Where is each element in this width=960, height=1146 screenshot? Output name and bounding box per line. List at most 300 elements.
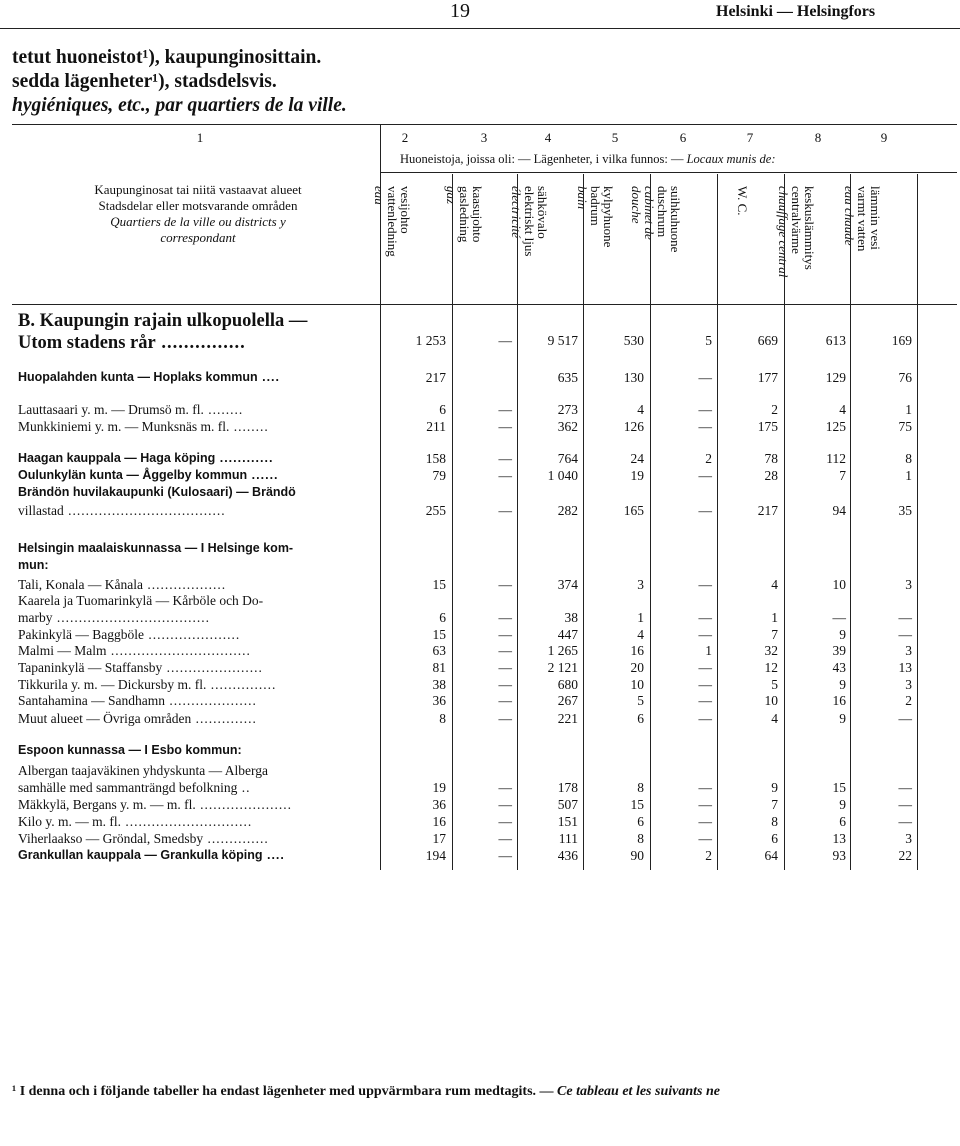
table-cell: 4 [771, 577, 778, 592]
row-label [18, 468, 279, 482]
footnote-text: ¹ I denna och i följande tabeller ha endast lägenheter med uppvärmbara rum medtagits. — [12, 1084, 554, 1099]
table-cell: 178 [557, 780, 578, 795]
table-cell: 129 [825, 370, 846, 385]
row-label [18, 831, 269, 847]
table-cell: — [698, 370, 712, 385]
row-label-text: Brändön huvilakaupunki (Kulosaari) — Brändö [18, 485, 296, 499]
table-cell: 19 [630, 468, 644, 483]
table-cell: 126 [623, 419, 644, 434]
title-line-sv: sedda lägenheter¹), stadsdelsvis. [12, 71, 277, 92]
table-cell: 6 [839, 814, 846, 829]
table-cell: 3 [905, 643, 912, 658]
table-cell: — [898, 780, 912, 795]
column-header-line: kylpyhuone [601, 186, 616, 248]
row-label-text: Oulunkylän kunta — Åggelby kommun [18, 468, 248, 482]
row-label-text: Albergan taajaväkinen yhdyskunta — Alberga [18, 763, 268, 778]
table-cell: 5 [771, 677, 778, 692]
leader-dots: .................... [164, 693, 257, 708]
column-header-line: bain [575, 186, 590, 210]
table-cell: 43 [832, 660, 846, 675]
table-cell: 39 [832, 643, 846, 658]
table-cell: 680 [557, 677, 578, 692]
table-cell: 2 [771, 402, 778, 417]
column-header-line: kaasujohto [470, 186, 485, 243]
table-cell: 81 [432, 660, 446, 675]
column-header-line: varmt vatten [855, 186, 870, 252]
row-label [18, 814, 252, 830]
table-cell: 8 [771, 814, 778, 829]
table-cell: 9 517 [547, 333, 578, 348]
table-cell: 24 [630, 451, 644, 466]
table-cell: 169 [891, 333, 912, 348]
row-label-text: Kaarela ja Tuomarinkylä — Kårböle och Do- [18, 593, 264, 608]
row-label-text: mun: [18, 558, 49, 572]
leader-dots: ..................... [143, 627, 241, 642]
column-number-6: 6 [679, 130, 687, 145]
column-header-4 [509, 186, 577, 306]
leader-dots: ............ [215, 451, 274, 465]
span-header-fr: Locaux munis de: [686, 152, 776, 166]
column-rule [717, 174, 718, 870]
section-b-line2 [18, 332, 307, 354]
table-cell: 217 [757, 503, 778, 518]
row-label-text: Haagan kauppala — Haga köping [18, 451, 216, 465]
table-cell: — [698, 677, 712, 692]
column-header-line: électricité [509, 186, 524, 238]
table-cell: 1 [771, 610, 778, 625]
leader-dots: ............... [206, 677, 277, 692]
table-cell: — [498, 419, 512, 434]
table-cell: 255 [425, 503, 446, 518]
column-header-6 [629, 186, 710, 306]
table-cell: 6 [439, 402, 446, 417]
leader-dots: ........ [203, 402, 244, 417]
row-label-text: Kilo y. m. — m. fl. [18, 814, 121, 829]
column-header-line: badrum [588, 186, 603, 226]
table-cell: 6 [771, 831, 778, 846]
row-label [18, 503, 226, 519]
table-cell: — [498, 780, 512, 795]
table-cell: 3 [905, 677, 912, 692]
table-cell: 2 [705, 451, 712, 466]
column-rule [650, 174, 651, 870]
table-cell: 15 [630, 797, 644, 812]
table-cell: 6 [637, 711, 644, 726]
table-cell: 4 [771, 711, 778, 726]
table-cell: 4 [839, 402, 846, 417]
row-label [18, 419, 269, 435]
table-cell: 94 [832, 503, 846, 518]
table-cell: 4 [637, 402, 644, 417]
table-cell: 669 [757, 333, 778, 348]
leader-dots: .............. [191, 711, 257, 726]
leader-dots: .... [262, 848, 285, 862]
table-cell: 75 [898, 419, 912, 434]
column-number-4: 4 [544, 130, 552, 145]
table-cell: — [498, 627, 512, 642]
column-header-line: chauffage central [776, 186, 791, 278]
row-label-text: Tikkurila y. m. — Dickursby m. fl. [18, 677, 207, 692]
row-label-text: Lauttasaari y. m. — Drumsö m. fl. [18, 402, 204, 417]
table-cell: — [698, 660, 712, 675]
row-label-text: Pakinkylä — Baggböle [18, 627, 144, 642]
table-cell: 362 [557, 419, 578, 434]
column-header-line: vattenledning [385, 186, 400, 257]
table-cell: 267 [557, 693, 578, 708]
table-cell: 36 [432, 797, 446, 812]
table-cell: 1 [905, 402, 912, 417]
row-label [18, 711, 257, 727]
column-header-line: suihkuhuone [668, 186, 683, 253]
table-cell: 211 [426, 419, 446, 434]
table-cell: 3 [905, 577, 912, 592]
table-cell: 4 [637, 627, 644, 642]
table-cell: — [898, 797, 912, 812]
leader-dots: .................................... [63, 503, 226, 518]
span-header-text: Huoneistoja, joissa oli: — Lägenheter, i vilka funnos: — [400, 152, 684, 166]
column-number-8: 8 [814, 130, 822, 145]
table-cell: 764 [557, 451, 578, 466]
row-label-text: samhälle med sammanträngd befolkning [18, 780, 238, 795]
table-cell: 436 [557, 848, 578, 863]
table-cell: — [698, 577, 712, 592]
table-cell: 90 [630, 848, 644, 863]
table-cell: — [498, 610, 512, 625]
row-label [18, 402, 243, 418]
column-header-line: duschrum [655, 186, 670, 238]
table-cell: 10 [630, 677, 644, 692]
row-label-text: Viherlaakso — Gröndal, Smedsby [18, 831, 204, 846]
column-rule [452, 174, 453, 870]
row-label-text: marby [18, 610, 53, 625]
column-header-line: eau chaude [842, 186, 857, 246]
table-cell: — [832, 610, 846, 625]
table-cell: 177 [757, 370, 778, 385]
table-cell: 17 [432, 831, 446, 846]
table-cell: 38 [564, 610, 578, 625]
table-cell: — [498, 677, 512, 692]
row-label-text: Santahamina — Sandhamn [18, 693, 165, 708]
table-cell: 507 [557, 797, 578, 812]
table-cell: 9 [839, 711, 846, 726]
table-cell: 1 265 [547, 643, 578, 658]
table-cell: 63 [432, 643, 446, 658]
table-cell: 15 [432, 577, 446, 592]
table-cell: — [498, 577, 512, 592]
column-header-3 [444, 186, 512, 306]
table-cell: — [498, 643, 512, 658]
section-b-line2-text: Utom stadens rår [18, 333, 156, 353]
group-head-esbo [18, 743, 242, 757]
table-cell: 15 [832, 780, 846, 795]
column-header-line: W. C. [735, 186, 750, 216]
leader-dots: ...... [247, 468, 279, 482]
leader-dots: ........ [229, 419, 269, 434]
table-cell: 221 [557, 711, 578, 726]
table-cell: — [698, 814, 712, 829]
table-cell: 9 [771, 780, 778, 795]
section-b-line1: B. Kaupungin rajain ulkopuolella — [18, 311, 308, 331]
column-number-7: 7 [746, 130, 754, 145]
stub-header [18, 182, 378, 246]
table-cell: 16 [432, 814, 446, 829]
column-number-9: 9 [880, 130, 888, 145]
table-cell: 13 [832, 831, 846, 846]
table-cell: 28 [764, 468, 778, 483]
row-label [18, 780, 250, 796]
table-cell: 1 253 [415, 333, 446, 348]
table-cell: — [498, 402, 512, 417]
table-title [12, 46, 347, 118]
table-cell: 8 [637, 831, 644, 846]
header-bottom-rule [12, 304, 957, 305]
table-cell: 36 [432, 693, 446, 708]
column-header-8 [776, 186, 844, 306]
group-head-hoplax [18, 370, 280, 384]
table-cell: — [698, 797, 712, 812]
table-cell: 447 [557, 627, 578, 642]
column-rule [517, 174, 518, 870]
table-cell: 16 [630, 643, 644, 658]
table-cell: — [498, 333, 512, 348]
table-cell: 6 [637, 814, 644, 829]
table-cell: — [898, 610, 912, 625]
row-label-text: Espoon kunnassa — I Esbo kommun: [18, 743, 242, 757]
table-top-rule [12, 124, 957, 125]
table-cell: — [698, 610, 712, 625]
table-cell: 7 [839, 468, 846, 483]
table-cell: — [498, 848, 512, 863]
leader-dots: ...................... [162, 660, 263, 675]
table-cell: 3 [905, 831, 912, 846]
table-cell: — [698, 693, 712, 708]
table-cell: 1 [905, 468, 912, 483]
table-cell: 273 [557, 402, 578, 417]
table-cell: 2 [905, 693, 912, 708]
table-cell: 35 [898, 503, 912, 518]
column-number-1: 1 [196, 130, 204, 145]
table-cell: 3 [637, 577, 644, 592]
row-label [18, 577, 226, 593]
row-label-text: Mäkkylä, Bergans y. m. — m. fl. [18, 797, 196, 812]
table-cell: 38 [432, 677, 446, 692]
column-header-line: sähkövalo [535, 186, 550, 239]
column-header-line: keskuslämmitys [802, 186, 817, 270]
row-label [18, 677, 276, 693]
table-cell: 16 [832, 693, 846, 708]
table-cell: 374 [557, 577, 578, 592]
row-label [18, 451, 273, 465]
table-cell: — [698, 402, 712, 417]
table-cell: 217 [425, 370, 446, 385]
leader-dots: ................................ [106, 643, 251, 658]
row-label [18, 610, 210, 626]
table-cell: 165 [623, 503, 644, 518]
table-cell: 5 [705, 333, 712, 348]
table-cell: — [698, 503, 712, 518]
table-cell: 8 [637, 780, 644, 795]
column-header-line: elektriskt ljus [522, 186, 537, 257]
group-head-helsinge-cont [18, 558, 49, 572]
table-cell: 13 [898, 660, 912, 675]
title-line-fr: hygiéniques, etc., par quartiers de la ville. [12, 95, 347, 116]
table-cell: — [698, 468, 712, 483]
table-cell: 9 [839, 797, 846, 812]
group-head-helsinge [18, 541, 293, 555]
leader-dots: ............... [155, 333, 246, 353]
row-label [18, 848, 285, 862]
table-cell: 151 [557, 814, 578, 829]
table-cell: 194 [425, 848, 446, 863]
table-cell: — [498, 660, 512, 675]
row-label-text: Huopalahden kunta — Hoplaks kommun [18, 370, 258, 384]
header-rule [0, 28, 960, 29]
table-cell: 1 [637, 610, 644, 625]
column-header-line: centralvärme [789, 186, 804, 254]
table-cell: — [498, 451, 512, 466]
table-cell: 9 [839, 627, 846, 642]
row-label-text: Tali, Konala — Kånala [18, 577, 144, 592]
table-cell: 2 [705, 848, 712, 863]
row-label-text: villastad [18, 503, 64, 518]
table-cell: 15 [432, 627, 446, 642]
table-cell: 130 [623, 370, 644, 385]
row-label-text: Muut alueet — Övriga områden [18, 711, 192, 726]
column-header-line: cabinet de [642, 186, 657, 240]
table-cell: — [898, 814, 912, 829]
leader-dots: ............................. [121, 814, 253, 829]
table-cell: — [898, 627, 912, 642]
column-rule [380, 124, 381, 870]
row-label [18, 693, 257, 709]
table-cell: 5 [637, 693, 644, 708]
table-cell: 32 [764, 643, 778, 658]
table-cell: — [498, 693, 512, 708]
row-label-text: Grankullan kauppala — Grankulla köping [18, 848, 263, 862]
leader-dots: ................................... [52, 610, 210, 625]
row-label [18, 485, 296, 499]
table-cell: 64 [764, 848, 778, 863]
table-cell: 79 [432, 468, 446, 483]
footnote [12, 1084, 720, 1100]
leader-dots: .. [237, 780, 251, 795]
table-cell: 7 [771, 627, 778, 642]
row-label [18, 627, 240, 643]
column-header-line: eau [372, 186, 387, 205]
table-cell: 111 [558, 831, 578, 846]
table-cell: 158 [425, 451, 446, 466]
table-cell: 175 [757, 419, 778, 434]
table-cell: 93 [832, 848, 846, 863]
leader-dots: .................. [143, 577, 227, 592]
spanning-column-header [400, 152, 775, 167]
table-cell: 1 040 [547, 468, 578, 483]
table-cell: 10 [764, 693, 778, 708]
table-cell: 19 [432, 780, 446, 795]
table-cell: 530 [623, 333, 644, 348]
table-cell: 78 [764, 451, 778, 466]
table-cell: — [498, 831, 512, 846]
table-cell: 2 121 [547, 660, 578, 675]
table-cell: 20 [630, 660, 644, 675]
table-cell: — [698, 419, 712, 434]
column-header-line: lämmin vesi [868, 186, 883, 250]
column-header-7 [721, 186, 777, 306]
table-cell: 282 [557, 503, 578, 518]
row-label-text: Tapaninkylä — Staffansby [18, 660, 163, 675]
table-cell: 7 [771, 797, 778, 812]
column-number-3: 3 [480, 130, 488, 145]
column-header-9 [842, 186, 910, 306]
stub-header-fr1: Quartiers de la ville ou districts y [110, 214, 286, 229]
leader-dots: .... [257, 370, 280, 384]
column-rule [583, 174, 584, 870]
table-cell: 12 [764, 660, 778, 675]
stub-header-fi: Kaupunginosat tai niitä vastaavat alueet [94, 182, 302, 197]
column-header-2 [372, 186, 440, 306]
table-cell: 112 [826, 451, 846, 466]
table-cell: 10 [832, 577, 846, 592]
page-number: 19 [450, 0, 470, 22]
table-cell: — [698, 627, 712, 642]
row-label [18, 643, 251, 659]
row-label-text: Munkkiniemi y. m. — Munksnäs m. fl. [18, 419, 230, 434]
table-cell: 8 [905, 451, 912, 466]
table-cell: — [698, 711, 712, 726]
table-cell: — [898, 711, 912, 726]
table-cell: 635 [557, 370, 578, 385]
table-cell: 76 [898, 370, 912, 385]
column-header-line: gasledning [457, 186, 472, 243]
row-label [18, 763, 268, 779]
column-header-line: vesijohto [398, 186, 413, 234]
table-cell: 613 [825, 333, 846, 348]
table-cell: — [498, 711, 512, 726]
table-cell: — [498, 814, 512, 829]
table-cell: 6 [439, 610, 446, 625]
row-label-text: Helsingin maalaiskunnassa — I Helsinge kom- [18, 541, 294, 555]
table-cell: — [498, 503, 512, 518]
title-line-fi: tetut huoneistot¹), kaupunginosittain. [12, 47, 322, 68]
table-cell: 9 [839, 677, 846, 692]
table-cell: — [698, 831, 712, 846]
table-cell: — [498, 468, 512, 483]
stub-header-fr2: correspondant [160, 230, 236, 245]
section-b-title [18, 310, 307, 354]
table-cell: 1 [705, 643, 712, 658]
row-label [18, 660, 263, 676]
footnote-fr: Ce tableau et les suivants ne [557, 1084, 720, 1099]
table-cell: — [498, 797, 512, 812]
table-cell: — [698, 780, 712, 795]
row-label [18, 797, 292, 813]
running-head-city: Helsinki — Helsingfors [716, 3, 876, 20]
stub-header-sv: Stadsdelar eller motsvarande områden [98, 198, 298, 213]
column-rule [784, 174, 785, 870]
column-rule [917, 174, 918, 870]
table-cell: 8 [439, 711, 446, 726]
column-number-5: 5 [611, 130, 619, 145]
row-label [18, 593, 263, 609]
span-header-rule [380, 172, 957, 173]
column-rule [850, 174, 851, 870]
row-label-text: Malmi — Malm [18, 643, 107, 658]
table-cell: 125 [825, 419, 846, 434]
leader-dots: .............. [203, 831, 269, 846]
leader-dots: ..................... [195, 797, 292, 812]
column-header-line: gaz [444, 186, 459, 205]
column-number-2: 2 [401, 130, 409, 145]
